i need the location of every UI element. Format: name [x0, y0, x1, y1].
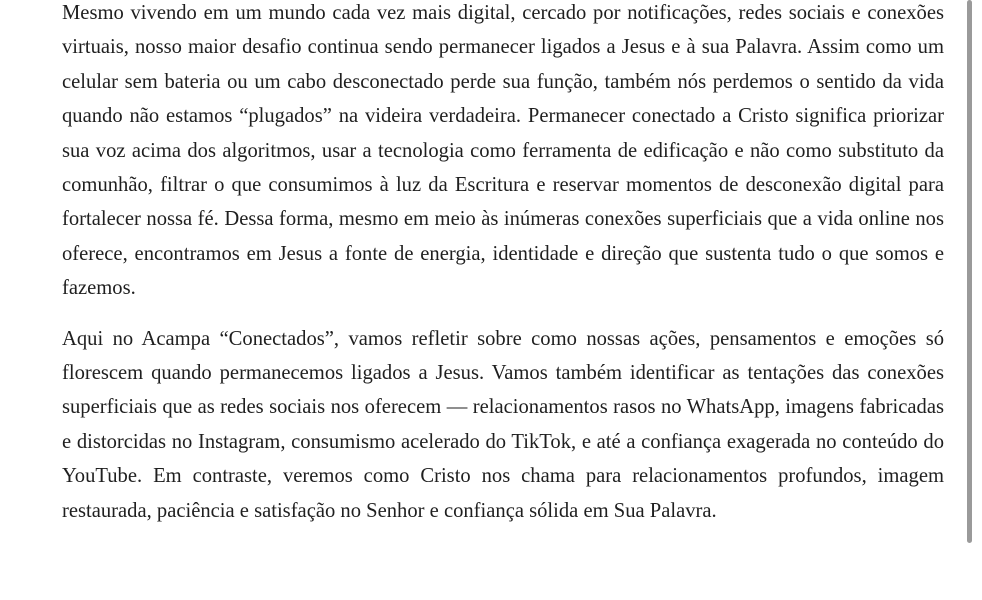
paragraph-1: Mesmo vivendo em um mundo cada vez mais digital, cercado por notificações, redes sociais e conexões virtuais, nosso maior desafio continua sendo permanecer ligados a Jesus e à sua Palavra. Assim como um celular sem bateria ou um cabo desconectado perde sua função, também nós perdemos o sentido da vida quando não estamos “plugados” na videira verdadeira. Permanecer conectado a Cristo significa priorizar sua voz acima dos algoritmos, usar a tecnologia como ferramenta de edificação e não como substituto da comunhão, filtrar o que consumimos à luz da Escritura e reservar momentos de desconexão digital para fortalecer nossa fé. Dessa forma, mesmo em meio às inúmeras conexões superficiais que a vida online nos oferece, encontramos em Jesus a fonte de energia, identidade e direção que sustenta tudo o que somos e fazemos.: [62, 2, 944, 300]
paragraph-2: Aqui no Acampa “Conectados”, vamos refletir sobre como nossas ações, pensamentos e emoções só florescem quando permanecemos ligados a Jesus. Vamos também identificar as tentações das conexões superficiais que as redes sociais nos oferecem — relacionamentos rasos no WhatsApp, imagens fabricadas e distorcidas no Instagram, consumismo acelerado do TikTok, e até a confiança exagerada no conteúdo do YouTube. Em contraste, veremos como Cristo nos chama para relacionamentos profundos, imagem restaurada, paciência e satisfação no Senhor e confiança sólida em Sua Palavra.: [62, 327, 944, 522]
scrollbar-thumb[interactable]: [967, 0, 972, 543]
vertical-scrollbar[interactable]: [968, 0, 982, 600]
document-body: [62, 0, 944, 528]
